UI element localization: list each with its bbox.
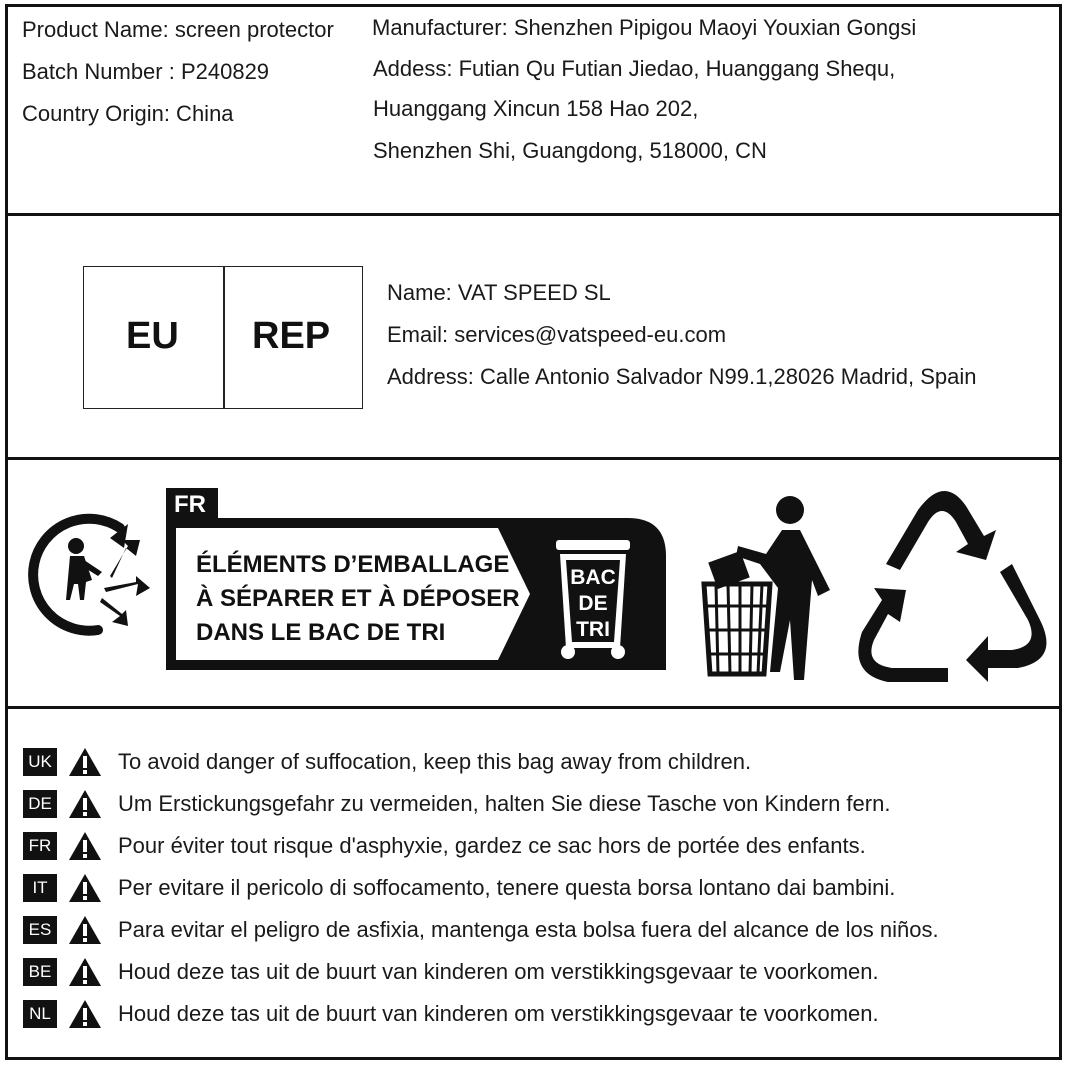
eu-rep-address-label: Address:	[387, 364, 474, 389]
bin-label-3: TRI	[576, 618, 610, 641]
lang-badge-es: ES	[23, 916, 57, 944]
manufacturer-address-3: Shenzhen Shi, Guangdong, 518000, CN	[373, 138, 767, 163]
eu-rep-email-value: services@vatspeed-eu.com	[454, 322, 727, 347]
eu-rep-left: EU	[126, 315, 179, 357]
triman-country: FR	[174, 491, 206, 518]
eu-rep-address-value: Calle Antonio Salvador N99.1,28026 Madrid, Spain	[479, 364, 977, 389]
lang-badge-uk: UK	[23, 748, 57, 776]
triman-line-2: À SÉPARER ET À DÉPOSER	[196, 585, 520, 612]
sorting-bin-icon	[556, 540, 630, 659]
recycling-symbols	[0, 460, 1067, 705]
warning-text-es: Para evitar el peligro de asfixia, mantenga esta bolsa fuera del alcance de los niños.	[118, 917, 939, 942]
manufacturer-address-1: Addess: Futian Qu Futian Jiedao, Huanggang Shequ,	[373, 56, 896, 81]
eu-rep-name-value: VAT SPEED SL	[457, 280, 611, 305]
eu-rep-name-label: Name:	[387, 280, 452, 305]
divider-1	[5, 213, 1062, 216]
mobius-loop-icon	[858, 491, 1046, 682]
lang-badge-be: BE	[23, 958, 57, 986]
warning-triangle-icon	[68, 831, 102, 861]
bin-label-1: BAC	[570, 566, 616, 589]
manufacturer-name: Manufacturer: Shenzhen Pipigou Maoyi Youxian Gongsi	[372, 15, 917, 40]
warning-text-de: Um Erstickungsgefahr zu vermeiden, halten Sie diese Tasche von Kindern fern.	[118, 791, 891, 816]
eu-rep-email-label: Email:	[387, 322, 449, 347]
triman-line-3: DANS LE BAC DE TRI	[196, 619, 446, 646]
warning-text-be: Houd deze tas uit de buurt van kinderen om verstikkingsgevaar te voorkomen.	[118, 959, 879, 984]
batch-number: Batch Number : P240829	[22, 59, 270, 84]
info-tri-banner	[166, 488, 666, 670]
eu-rep-divider	[223, 267, 225, 408]
eu-rep-address	[387, 364, 977, 390]
eu-rep-email	[387, 322, 726, 348]
warning-triangle-icon	[68, 999, 102, 1029]
product-name: Product Name: screen protector	[22, 17, 334, 42]
eu-rep-symbol	[83, 266, 363, 409]
warning-text-nl: Houd deze tas uit de buurt van kinderen om verstikkingsgevaar te voorkomen.	[118, 1001, 879, 1026]
warning-triangle-icon	[68, 915, 102, 945]
warning-text-uk: To avoid danger of suffocation, keep this bag away from children.	[118, 749, 752, 774]
warning-text-it: Per evitare il pericolo di soffocamento, tenere questa borsa lontano dai bambini.	[118, 875, 896, 900]
manufacturer-address-2: Huanggang Xincun 158 Hao 202,	[373, 96, 699, 121]
lang-badge-it: IT	[23, 874, 57, 902]
lang-badge-fr: FR	[23, 832, 57, 860]
warning-text-fr: Pour éviter tout risque d'asphyxie, gardez ce sac hors de portée des enfants.	[118, 833, 866, 858]
lang-badge-nl: NL	[23, 1000, 57, 1028]
lang-badge-de: DE	[23, 790, 57, 818]
triman-line-1: ÉLÉMENTS D’EMBALLAGE	[196, 551, 510, 578]
country-origin: Country Origin: China	[22, 101, 234, 126]
warning-triangle-icon	[68, 957, 102, 987]
divider-3	[5, 706, 1062, 709]
warning-triangle-icon	[68, 873, 102, 903]
bin-label-2: DE	[578, 592, 608, 615]
warning-triangle-icon	[68, 747, 102, 777]
eu-rep-right: REP	[252, 315, 331, 357]
triman-icon	[33, 519, 150, 631]
eu-rep-name	[387, 280, 611, 306]
warning-triangle-icon	[68, 789, 102, 819]
tidyman-icon	[704, 496, 830, 680]
